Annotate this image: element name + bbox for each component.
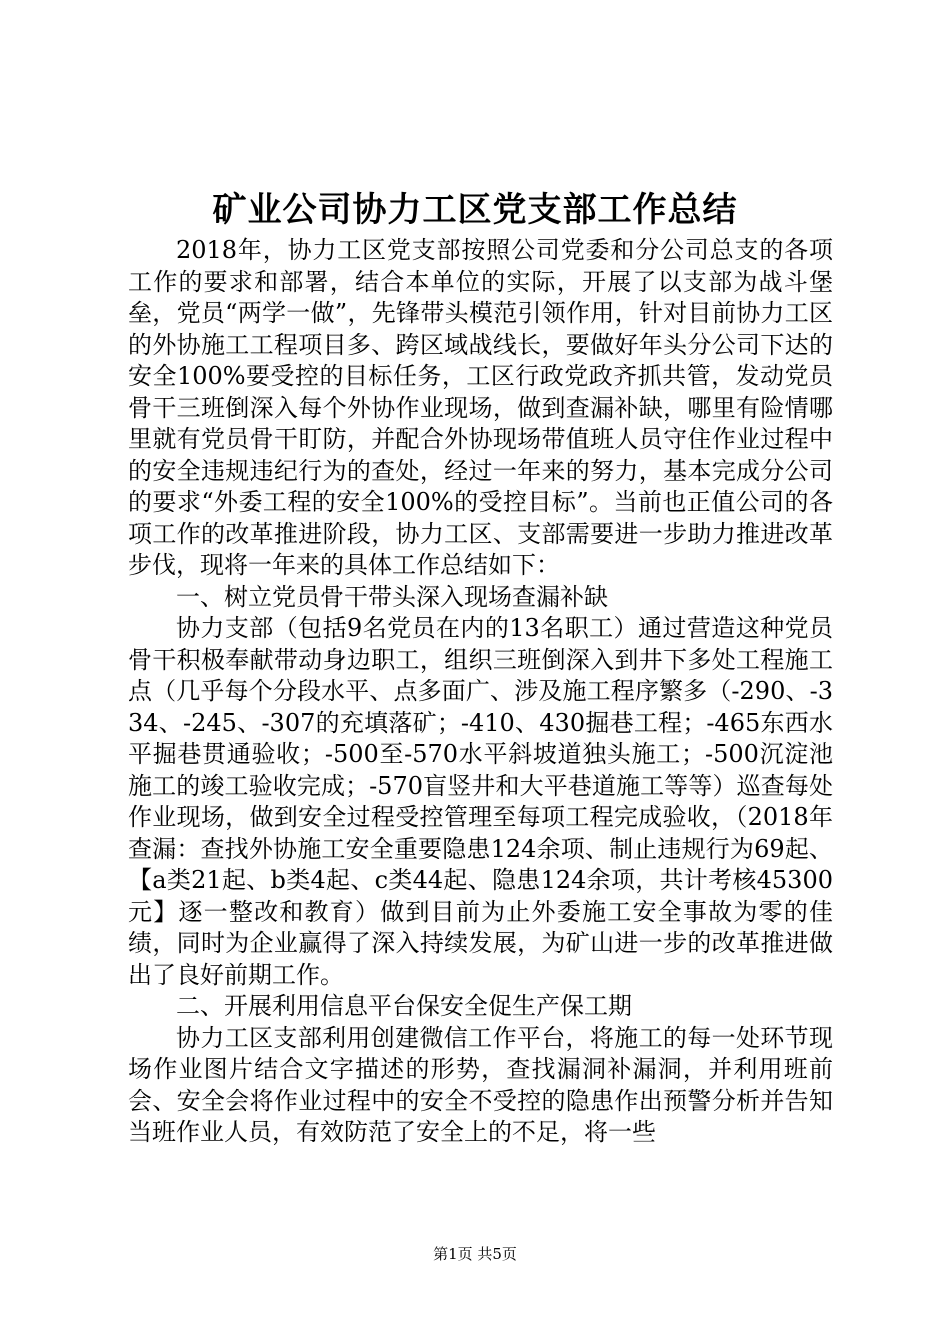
document-title: 矿业公司协力工区党支部工作总结	[212, 190, 738, 230]
section-heading-2: 二、开展利用信息平台保安全促生产保工期	[176, 992, 632, 1020]
section-1-paragraph: 协力支部（包括9名党员在内的13名职工）通过营造这种党员骨干积极奉献带动身边职工，组织三班倒深入到井下多处工程施工点（几乎每个分段水平、点多面广、涉及施工程序繁多（-290、-334、-245、-307的充填落矿；-410、430掘巷工程；-465东西水平掘巷贯通验收；-500至-570水平斜坡道独头施工；-500沉淀池施工的竣工验收完成；-570盲竖井和大平巷道施工等等）巡查每处作业现场，做到安全过程受控管理至每项工程完成验收，（2018年查漏：查找外协施工安全重要隐患124余项、制止违规行为69起、【a类21起、b类4起、c类44起、隐患124余项，共计考核45300元】逐一整改和教育）做到目前为止外委施工安全事故为零的佳绩，同时为企业赢得了深入持续发展，为矿山进一步的改革推进做出了良好前期工作。	[128, 614, 833, 989]
page-number-footer: 第1页 共5页	[433, 1245, 517, 1263]
section-heading-1: 一、树立党员骨干带头深入现场查漏补缺	[176, 582, 608, 611]
document-body	[128, 235, 833, 1149]
section-2-paragraph: 协力工区支部利用创建微信工作平台，将施工的每一处环节现场作业图片结合文字描述的形势，查找漏洞补漏洞，并利用班前会、安全会将作业过程中的安全不受控的隐患作出预警分析并告知当班作业人员，有效防范了安全上的不足，将一些	[128, 1023, 833, 1146]
intro-paragraph: 2018年，协力工区党支部按照公司党委和分公司总支的各项工作的要求和部署，结合本单位的实际，开展了以支部为战斗堡垒，党员“两学一做”，先锋带头模范引领作用，针对目前协力工区的外协施工工程项目多、跨区域战线长，要做好年头分公司下达的安全100%要受控的目标任务，工区行政党政齐抓共管，发动党员骨干三班倒深入每个外协作业现场，做到查漏补缺，哪里有险情哪里就有党员骨干盯防，并配合外协现场带值班人员守住作业过程中的安全违规违纪行为的查处，经过一年来的努力，基本完成分公司的要求“外委工程的安全100%的受控目标”。当前也正值公司的各项工作的改革推进阶段，协力工区、支部需要进一步助力推进改革步伐，现将一年来的具体工作总结如下：	[128, 236, 833, 579]
